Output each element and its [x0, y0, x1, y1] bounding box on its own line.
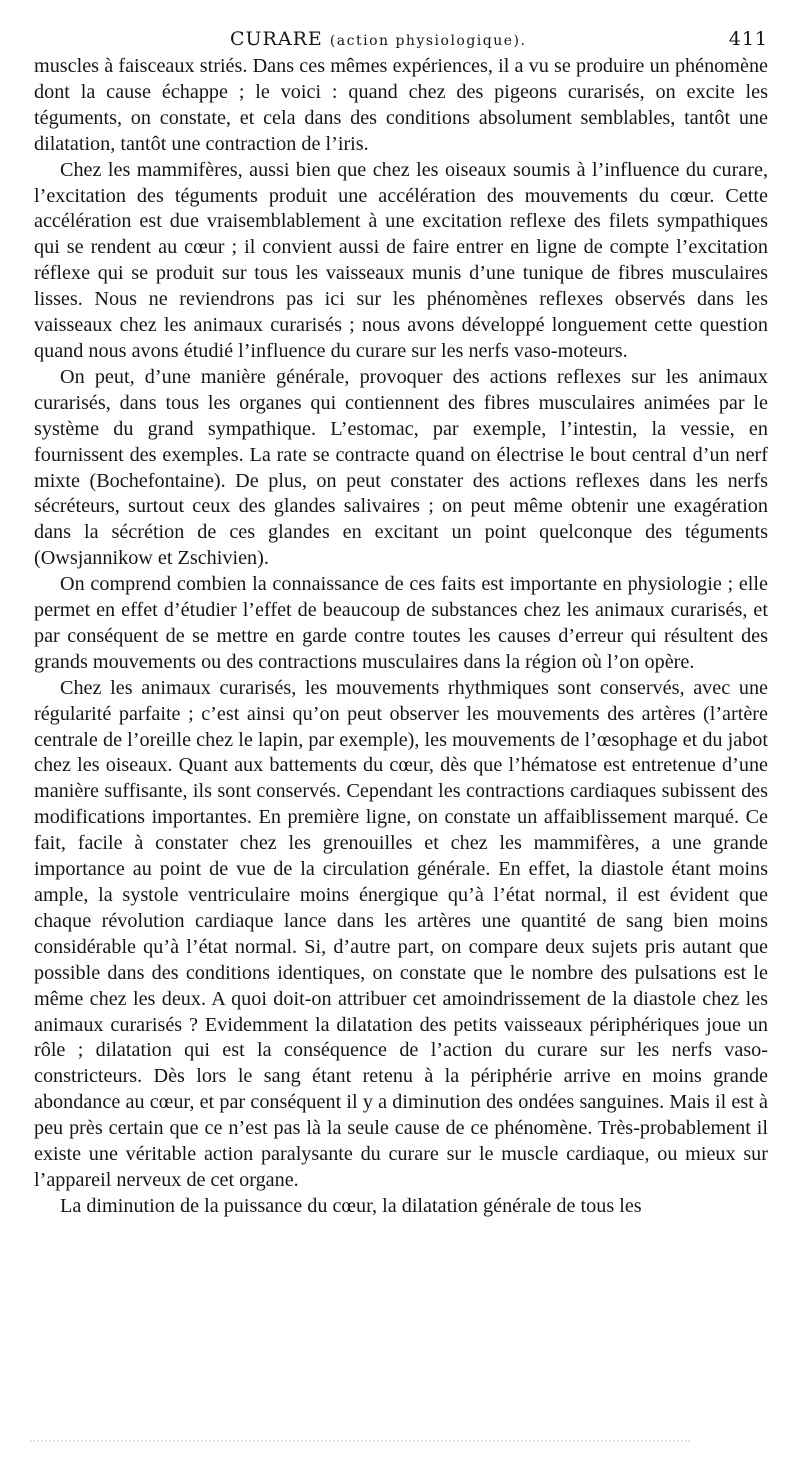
paragraph-continuation: muscles à faisceaux striés. Dans ces mêmes expériences, il a vu se produire un phénomène dont la cause échappe ; le voici : quand chez des pigeons curarisés, on excite les téguments, on constate, et cela dans des conditions absolument semblables, tantôt une dilatation, tantôt une contraction de l’iris. — [34, 55, 768, 155]
running-title-subtitle: (action physiologique). — [329, 33, 527, 49]
page-number: 411 — [728, 28, 768, 50]
running-head — [34, 28, 768, 54]
paragraph-reflex-actions: On peut, d’une manière générale, provoquer des actions reflexes sur les animaux curarisés, dans tous les organes qui contiennent des fibres musculaires animées par le système du grand sympathique. L’estomac, par exemple, l’intestin, la vessie, en fournissent des exemples. La rate se contracte quand on électrise le bout central d’un nerf mixte (Bochefontaine). De plus, on peut constater des actions reflexes dans les nerfs sécréteurs, surtout ceux des glandes salivaires ; on peut même obtenir une exagération dans la sécrétion de ces glandes en excitant un point quelconque des téguments (Owsjannikow et Zschivien). — [34, 365, 768, 570]
running-title-main: CURARE — [230, 28, 323, 50]
paragraph-heart-power: La diminution de la puissance du cœur, la dilatation générale de tous les — [60, 1194, 642, 1217]
paragraph-rhythmic-movements: Chez les animaux curarisés, les mouvements rhythmiques sont conservés, avec une régularité parfaite ; c’est ainsi qu’on peut observer les mouvements des artères (l’artère centrale de l’oreille chez le lapin, par exemple), les mouvements de l’œsophage et du jabot chez les oiseaux. Quant aux battements du cœur, dès que l’hématose est entretenue d’une manière suffisante, ils sont conservés. Cependant les contractions cardiaques subissent des modifications importantes. En première ligne, on constate un affaiblissement marqué. Ce fait, facile à constater chez les grenouilles et chez les mammifères, a une grande importance au point de vue de la circulation générale. En effet, la diastole étant moins ample, la systole ventriculaire moins énergique qu’à l’état normal, il est évident que chaque révolution cardiaque lance dans les artères une quantité de sang bien moins considérable qu’à l’état normal. Si, d’autre part, on compare deux sujets pris autant que possible dans des conditions identiques, on constate que le nombre des pulsations est le même chez les deux. A quoi doit-on attribuer cet amoindrissement de la diastole chez les animaux curarisés ? Evidemment la dilatation des petits vaisseaux périphériques joue un rôle ; dilatation qui est la conséquence de l’action du curare sur les nerfs vaso-constricteurs. Dès lors le sang étant retenu à la périphérie arrive en moins grande abondance au cœur, et par conséquent il y a diminution des ondées sanguines. Mais il est à peu près certain que ce n’est pas là la seule cause de ce phénomène. Très-probablement il existe une véritable action paralysante du curare sur le muscle cardiaque, ou mieux sur l’appareil nerveux de cet organe. — [34, 676, 768, 1191]
paragraph-mammals: Chez les mammifères, aussi bien que chez les oiseaux soumis à l’influence du curare, l’excitation des téguments produit une accélération des mouvements du cœur. Cette accélération est due vraisemblablement à une excitation reflexe des filets sympathiques qui se rendent au cœur ; il convient aussi de faire entrer en ligne de compte l’excitation réflexe qui se produit sur tous les vaisseaux munis d’une tunique de fibres musculaires lisses. Nous ne reviendrons pas ici sur les phénomènes reflexes observés dans les vaisseaux chez les animaux curarisés ; nous avons développé longuement cette question quand nous avons étudié l’influence du curare sur les nerfs vaso-moteurs. — [34, 158, 768, 362]
body-text — [34, 54, 768, 1220]
scan-artifact — [30, 1440, 690, 1446]
paragraph-physiology-importance: On comprend combien la connaissance de ces faits est importante en physiologie ; elle permet en effet d’étudier l’effet de beaucoup de substances chez les animaux curarisés, et par conséquent de se mettre en garde contre toutes les causes d’erreur qui résultent des grands mouvements ou des contractions musculaires dans la région où l’on opère. — [34, 573, 768, 673]
book-page — [34, 28, 768, 1220]
running-title — [230, 28, 526, 50]
